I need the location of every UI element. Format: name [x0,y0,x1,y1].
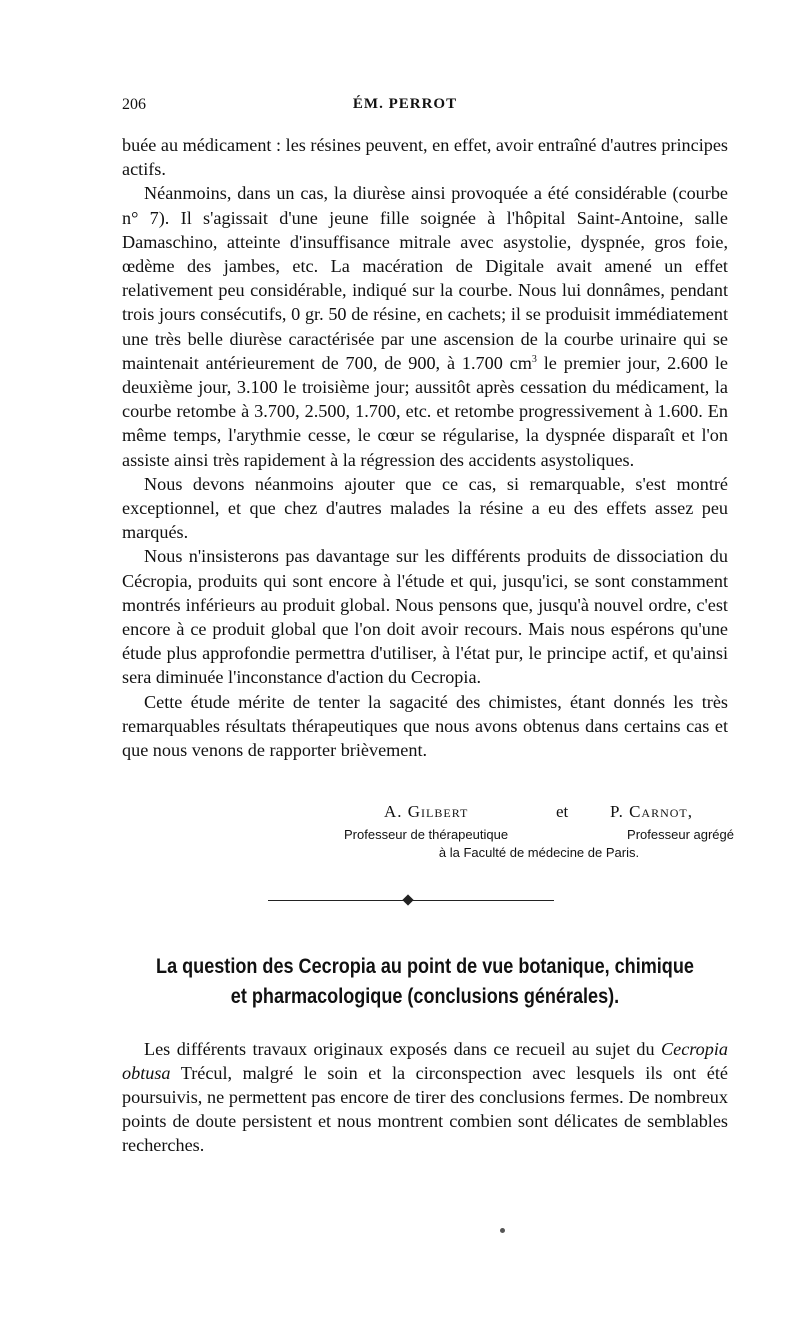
signature-names [122,802,728,824]
section-paragraph-rest: Trécul, malgré le soin et la circonspection avec lesquels ils ont été poursuivis, ne permettent pas encore de tirer des conclusions fermes. De nombreux points de doute persistent et nous montrent combien sont délicates de semblables recherches. [122,1063,728,1155]
paragraph-conclusion: Cette étude mérite de tenter la sagacité des chimistes, étant donnés les très remarquables résultats thérapeutiques que nous avons obtenus dans certains cas et que nous venons de rapporter brièvement. [122,691,728,761]
paragraph-dissociation: Nous n'insisterons pas davantage sur les différents produits de dissociation du Cécropia, produits qui sont encore à l'étude et qui, jusqu'ici, se sont constamment montrés inférieurs au produit global. Nous pensons que, jusqu'à nouvel ordre, c'est encore à ce produit global que l'on doit avoir recours. Mais nous espérons qu'une étude plus approfondie permettra d'utiliser, à l'état pur, le principe actif, et qu'ainsi sera diminuée l'inconstance d'action du Cecropia. [122,546,728,688]
author-titles [344,827,734,845]
paragraph-case-report-b: le premier jour, 2.600 le deuxième jour, 3.100 le troisième jour; aussitôt après cessation du médicament, la courbe retombe à 3.700, 2.500, 1.700, etc. et retombe progressivement à 1.600. En même temps, l'arythmie cesse, le cœur se régularise, la dyspnée disparaît et l'on assiste ainsi très rapidement à la régression des accidents asystoliques. [122,352,729,470]
section-heading-line1: La question des Cecropia au point de vue botanique, chimique [156,955,694,978]
paragraph-continued: buée au médicament : les résines peuvent, en effet, avoir entraîné d'autres principes actifs. [122,135,728,180]
ink-speck [500,1228,505,1233]
page-number: 206 [122,96,146,113]
author-conjunction: et [556,802,569,821]
paragraph-exception: Nous devons néanmoins ajouter que ce cas, si remarquable, s'est montré exceptionnel, et que chez d'autres malades la résine a eu des effets assez peu marqués. [122,473,728,543]
section-heading-line2: et pharmacologique (conclusions générales). [230,985,620,1008]
signature-block [122,802,734,862]
section-paragraph-lead: Les différents travaux originaux exposés dans ce recueil au sujet du [144,1039,661,1059]
section-heading [154,952,696,1012]
section-separator [268,896,554,906]
author-carnot: P. Carnot, [610,802,693,821]
author-gilbert: A. Gilbert [384,802,469,821]
paragraph-case-report [122,181,728,471]
running-head [122,96,688,118]
title-gilbert: Professeur de thérapeutique [344,827,509,842]
superscript-3: 3 [531,353,537,365]
section-paragraph [122,1037,728,1157]
body-text [122,133,728,762]
title-carnot: Professeur agrégé [627,827,734,842]
separator-diamond-icon [402,894,413,905]
section-body [122,1037,728,1157]
species-name: Cecropia obtusa [122,1039,728,1083]
affiliation: à la Faculté de médecine de Paris. [438,845,640,860]
running-title: ÉM. PERROT [352,96,458,112]
paragraph-case-report-a: Néanmoins, dans un cas, la diurèse ainsi provoquée a été considérable (courbe n° 7). Il s'agissait d'une jeune fille soignée à l'hôpital Saint-Antoine, salle Damaschino, atteinte d'insuffisance mitrale avec asystolie, dyspnée, gros foie, œdème des jambes, etc. La macération de Digitale avait amené un effet relativement peu considérable, indiqué sur la courbe. Nous lui donnâmes, pendant trois jours consécutifs, 0 gr. 50 de résine, en cachets; il se produisit immédiatement une très belle diurèse caractérisée par une ascension de la courbe urinaire qui se maintenait antérieurement de 700, de 900, à 1.700 cm [122,183,728,373]
